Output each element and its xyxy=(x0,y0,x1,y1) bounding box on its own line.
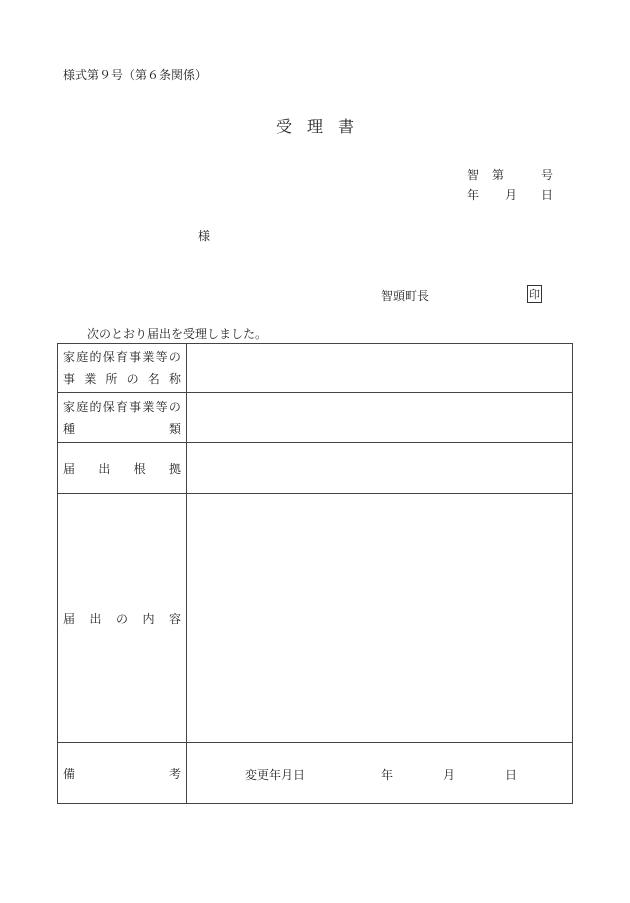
business-type-field[interactable] xyxy=(187,393,573,443)
label-char: 保 xyxy=(102,399,115,414)
label-char: 称 xyxy=(168,372,181,386)
label-char: の xyxy=(126,372,139,386)
label-char: 所 xyxy=(105,372,118,386)
ref-go: 号 xyxy=(541,168,554,182)
content-field[interactable] xyxy=(187,494,573,743)
label-char: 育 xyxy=(115,350,128,364)
table-row xyxy=(58,344,573,393)
table-row xyxy=(58,443,573,494)
label-char: 家 xyxy=(63,399,76,414)
row-label-content xyxy=(58,494,187,743)
change-date-label: 変更年月日 xyxy=(245,768,306,782)
label-char: 業 xyxy=(84,372,97,386)
label-char: 業 xyxy=(142,350,155,364)
date-year: 年 xyxy=(467,188,480,202)
label-char: 事 xyxy=(129,350,142,364)
ref-dai: 第 xyxy=(492,168,505,182)
title-char: 理 xyxy=(306,117,323,136)
basis-field[interactable] xyxy=(187,443,573,494)
table-row xyxy=(58,393,573,443)
date-day: 日 xyxy=(541,188,554,202)
label-char: 拠 xyxy=(168,461,181,476)
table-row xyxy=(58,494,573,743)
label-char: 種 xyxy=(63,421,76,436)
table-row xyxy=(58,743,573,804)
row-label-business-type xyxy=(58,393,187,443)
label-char: 内 xyxy=(142,611,155,626)
label-char: 庭 xyxy=(76,399,89,414)
label-char: 庭 xyxy=(76,350,89,364)
label-char: 等 xyxy=(155,399,168,414)
label-char: 届 xyxy=(63,611,76,626)
label-char: 出 xyxy=(98,461,111,476)
label-char: 容 xyxy=(168,611,181,626)
intro-text: 次のとおり届出を受理しました。 xyxy=(87,327,268,341)
issuer-name: 智頭町長 xyxy=(381,289,430,303)
row-label-basis xyxy=(58,443,187,494)
label-char: 出 xyxy=(89,611,102,626)
document-title xyxy=(276,114,354,137)
change-month: 月 xyxy=(443,768,456,782)
ref-prefix: 智 xyxy=(467,168,480,182)
form-table xyxy=(57,343,573,804)
title-char: 書 xyxy=(337,117,354,136)
label-char: 名 xyxy=(147,372,160,386)
label-char: の xyxy=(168,399,181,414)
change-day: 日 xyxy=(505,768,518,782)
row-label-remarks xyxy=(58,743,187,804)
form-number: 様式第９号（第６条関係） xyxy=(63,68,208,82)
label-char: 育 xyxy=(115,399,128,414)
remarks-field[interactable] xyxy=(187,743,573,804)
seal-mark: 印 xyxy=(527,285,542,303)
label-char: 家 xyxy=(63,350,76,364)
row-label-facility-name xyxy=(58,344,187,393)
label-char: 保 xyxy=(102,350,115,364)
label-char: の xyxy=(168,350,181,364)
title-char: 受 xyxy=(276,117,293,136)
label-char: 事 xyxy=(63,372,76,386)
label-char: 的 xyxy=(89,350,102,364)
label-char: 事 xyxy=(129,399,142,414)
label-char: 根 xyxy=(133,461,146,476)
label-char: 等 xyxy=(155,350,168,364)
label-char: 的 xyxy=(89,399,102,414)
addressee-suffix: 様 xyxy=(198,229,211,243)
label-char: 考 xyxy=(168,766,181,781)
label-char: 類 xyxy=(168,421,181,436)
facility-name-field[interactable] xyxy=(187,344,573,393)
label-char: 備 xyxy=(63,766,76,781)
label-char: 業 xyxy=(142,399,155,414)
label-char: の xyxy=(115,611,128,626)
date-month: 月 xyxy=(505,188,518,202)
label-char: 届 xyxy=(63,461,76,476)
change-year: 年 xyxy=(381,768,394,782)
